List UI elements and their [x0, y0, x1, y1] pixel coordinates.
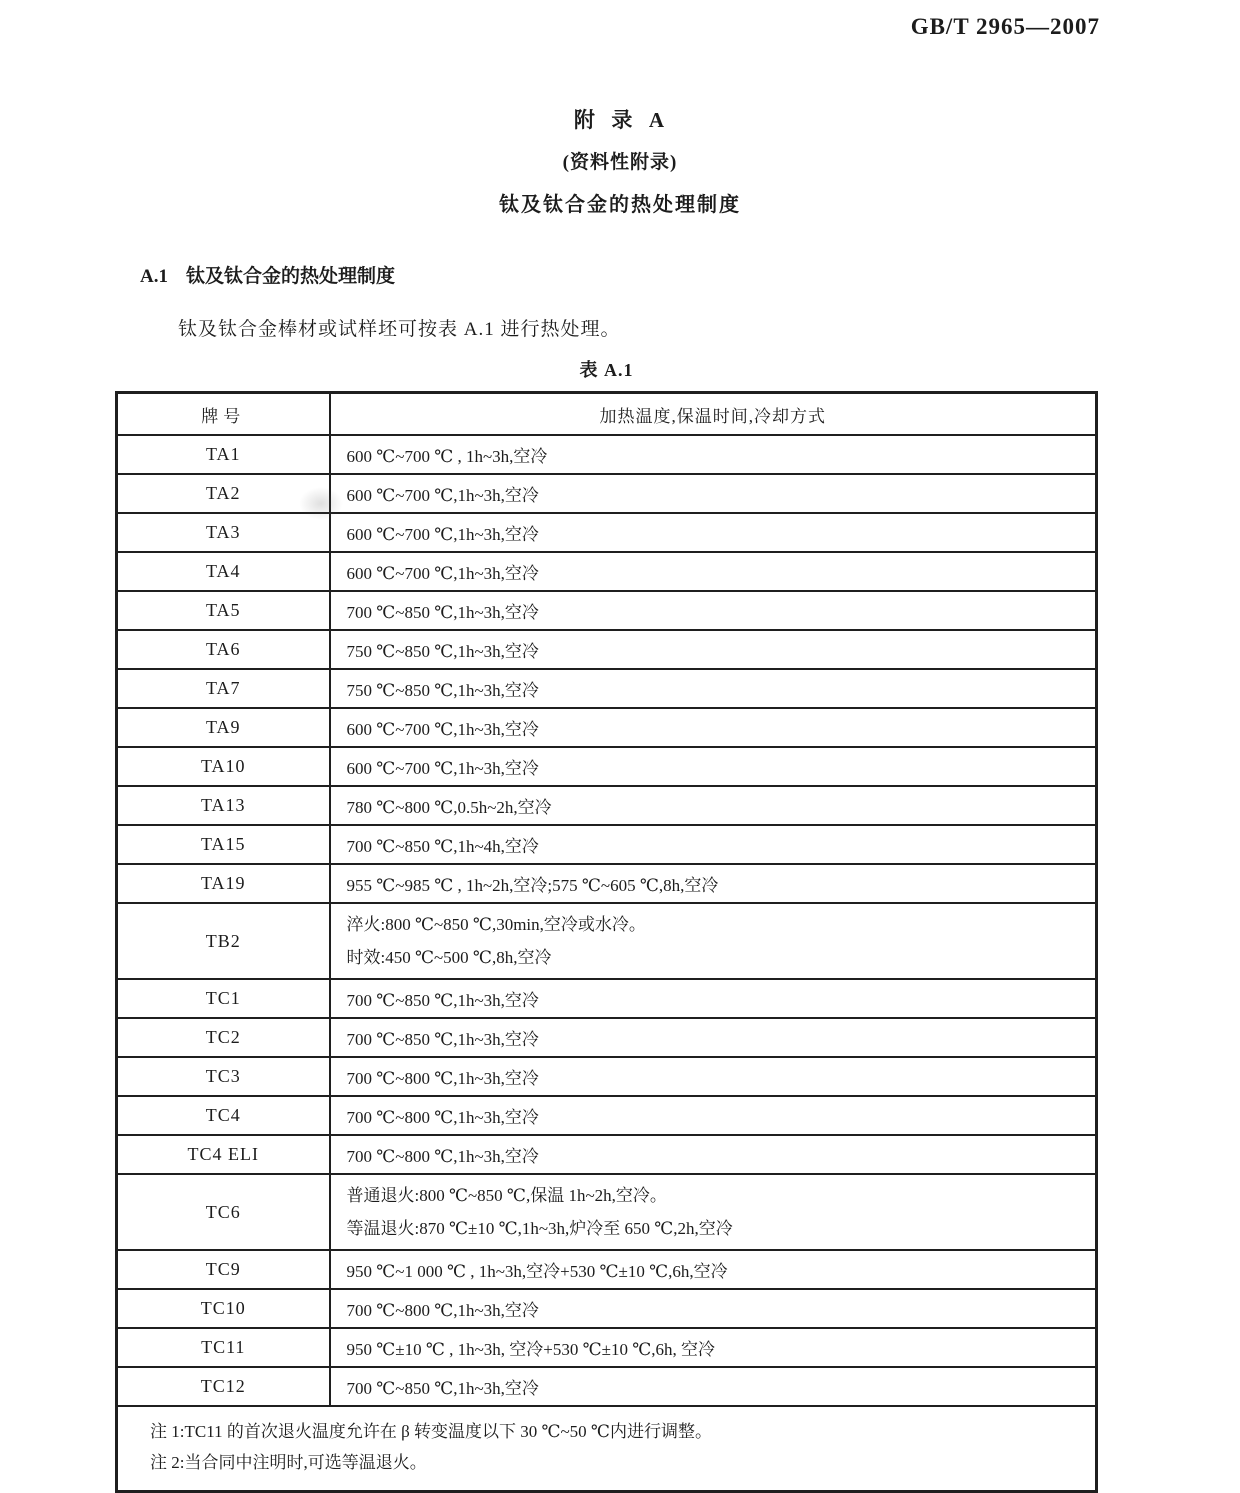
table-row [117, 591, 1097, 630]
table-notes [117, 1406, 1097, 1492]
treatment-line: 淬火:800 ℃~850 ℃,30min,空冷或水冷。 [346, 914, 646, 934]
treatment-cell [330, 786, 1097, 825]
treatment-line: 时效:450 ℃~500 ℃,8h,空冷 [346, 947, 552, 967]
treatment-line: 普通退火:800 ℃~850 ℃,保温 1h~2h,空冷。 [346, 1185, 667, 1205]
table-row [117, 979, 1097, 1018]
section-heading [140, 261, 1240, 288]
table-row [117, 1174, 1097, 1250]
table-caption: 表 A.1 [579, 360, 634, 380]
note-2: 注 2:当合同中注明时,可选等温退火。 [150, 1453, 427, 1472]
appendix-title: 附 录 A [573, 108, 667, 132]
treatment-line: 600 ℃~700 ℃,1h~3h,空冷 [346, 720, 539, 739]
treatment-column-header: 加热温度,保温时间,冷却方式 [330, 393, 1097, 436]
table-row [117, 474, 1097, 513]
intro-paragraph: 钛及钛合金棒材或试样坯可按表 A.1 进行热处理。 [178, 319, 621, 340]
treatment-line: 700 ℃~850 ℃,1h~4h,空冷 [346, 837, 539, 856]
grade-cell: TA9 [117, 708, 330, 747]
table-row [117, 825, 1097, 864]
treatment-line: 750 ℃~850 ℃,1h~3h,空冷 [346, 642, 539, 661]
grade-cell: TC4 ELI [117, 1135, 330, 1174]
appendix-subtitle: (资料性附录) [562, 152, 678, 173]
table-row [117, 1057, 1097, 1096]
treatment-cell [330, 864, 1097, 903]
treatment-cell [330, 825, 1097, 864]
grade-cell: TC1 [117, 979, 330, 1018]
treatment-line: 700 ℃~800 ℃,1h~3h,空冷 [346, 1301, 539, 1320]
treatment-cell [330, 1367, 1097, 1406]
table-row [117, 435, 1097, 474]
grade-cell: TA15 [117, 825, 330, 864]
treatment-cell [330, 1018, 1097, 1057]
table-row [117, 1367, 1097, 1406]
treatment-cell [330, 591, 1097, 630]
table-row [117, 786, 1097, 825]
table-row [117, 1250, 1097, 1289]
treatment-line: 600 ℃~700 ℃,1h~3h,空冷 [346, 564, 539, 583]
treatment-cell [330, 630, 1097, 669]
notes-cell [117, 1406, 1097, 1492]
notes-row [117, 1406, 1097, 1492]
treatment-cell [330, 1096, 1097, 1135]
header-row [117, 393, 1097, 436]
grade-cell: TA10 [117, 747, 330, 786]
table-row [117, 1096, 1097, 1135]
grade-cell: TA2 [117, 474, 330, 513]
grade-cell: TA3 [117, 513, 330, 552]
treatment-cell [330, 708, 1097, 747]
table-body [117, 435, 1097, 1406]
grade-cell: TA4 [117, 552, 330, 591]
treatment-cell [330, 1328, 1097, 1367]
treatment-cell [330, 669, 1097, 708]
treatment-line: 700 ℃~850 ℃,1h~3h,空冷 [346, 991, 539, 1010]
treatment-line: 600 ℃~700 ℃,1h~3h,空冷 [346, 486, 539, 505]
appendix-topic-title: 钛及钛合金的热处理制度 [499, 194, 741, 216]
table-row [117, 1135, 1097, 1174]
treatment-cell [330, 1057, 1097, 1096]
table-row [117, 1289, 1097, 1328]
treatment-line: 600 ℃~700 ℃,1h~3h,空冷 [346, 525, 539, 544]
treatment-cell [330, 474, 1097, 513]
treatment-cell [330, 552, 1097, 591]
table-row [117, 1018, 1097, 1057]
table-row [117, 669, 1097, 708]
grade-cell: TC11 [117, 1328, 330, 1367]
treatment-line: 700 ℃~850 ℃,1h~3h,空冷 [346, 1030, 539, 1049]
grade-cell: TC4 [117, 1096, 330, 1135]
treatment-line: 950 ℃~1 000 ℃ , 1h~3h,空冷+530 ℃±10 ℃,6h,空冷 [346, 1262, 728, 1281]
grade-cell: TC9 [117, 1250, 330, 1289]
treatment-cell [330, 903, 1097, 979]
treatment-line: 700 ℃~850 ℃,1h~3h,空冷 [346, 603, 539, 622]
treatment-cell [330, 513, 1097, 552]
heat-treatment-table [115, 391, 1098, 1493]
treatment-cell [330, 435, 1097, 474]
appendix-title-block [0, 104, 1240, 217]
grade-cell: TB2 [117, 903, 330, 979]
table-row [117, 903, 1097, 979]
treatment-line: 等温退火:870 ℃±10 ℃,1h~3h,炉冷至 650 ℃,2h,空冷 [346, 1218, 733, 1238]
grade-cell: TC6 [117, 1174, 330, 1250]
treatment-line: 700 ℃~800 ℃,1h~3h,空冷 [346, 1069, 539, 1088]
table-row [117, 630, 1097, 669]
section-number: A.1 [140, 266, 168, 287]
grade-cell: TC10 [117, 1289, 330, 1328]
grade-cell: TC12 [117, 1367, 330, 1406]
table-row [117, 1328, 1097, 1367]
treatment-cell [330, 1289, 1097, 1328]
section-title: 钛及钛合金的热处理制度 [185, 266, 395, 287]
treatment-line: 955 ℃~985 ℃ , 1h~2h,空冷;575 ℃~605 ℃,8h,空冷 [346, 876, 719, 895]
treatment-line: 600 ℃~700 ℃ , 1h~3h,空冷 [346, 447, 548, 466]
standard-code: GB/T 2965—2007 [910, 14, 1100, 39]
treatment-cell [330, 1174, 1097, 1250]
treatment-line: 700 ℃~850 ℃,1h~3h,空冷 [346, 1379, 539, 1398]
grade-cell: TC2 [117, 1018, 330, 1057]
treatment-cell [330, 747, 1097, 786]
treatment-line: 700 ℃~800 ℃,1h~3h,空冷 [346, 1147, 539, 1166]
treatment-cell [330, 1250, 1097, 1289]
grade-cell: TA1 [117, 435, 330, 474]
note-1: 注 1:TC11 的首次退火温度允许在 β 转变温度以下 30 ℃~50 ℃内进行调整。 [150, 1422, 712, 1441]
table-header [117, 393, 1097, 436]
treatment-line: 780 ℃~800 ℃,0.5h~2h,空冷 [346, 798, 552, 817]
grade-cell: TA13 [117, 786, 330, 825]
table-row [117, 552, 1097, 591]
treatment-cell [330, 1135, 1097, 1174]
treatment-cell [330, 979, 1097, 1018]
grade-cell: TA6 [117, 630, 330, 669]
table-row [117, 864, 1097, 903]
table-row [117, 513, 1097, 552]
grade-cell: TC3 [117, 1057, 330, 1096]
treatment-line: 950 ℃±10 ℃ , 1h~3h, 空冷+530 ℃±10 ℃,6h, 空冷 [346, 1340, 716, 1359]
treatment-line: 750 ℃~850 ℃,1h~3h,空冷 [346, 681, 539, 700]
treatment-line: 700 ℃~800 ℃,1h~3h,空冷 [346, 1108, 539, 1127]
grade-cell: TA7 [117, 669, 330, 708]
grade-cell: TA5 [117, 591, 330, 630]
table-row [117, 747, 1097, 786]
table-row [117, 708, 1097, 747]
treatment-line: 600 ℃~700 ℃,1h~3h,空冷 [346, 759, 539, 778]
grade-column-header: 牌号 [117, 393, 330, 436]
grade-cell: TA19 [117, 864, 330, 903]
